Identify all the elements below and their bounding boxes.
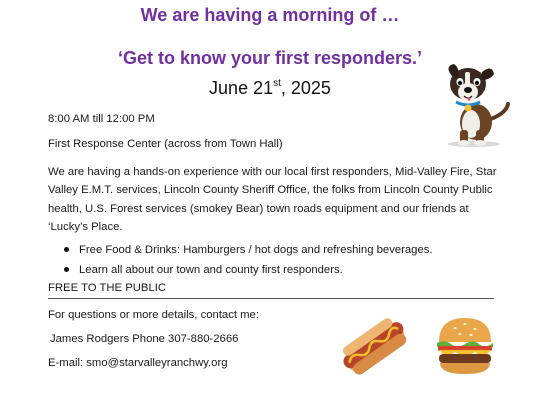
- bullet-list: [64, 240, 433, 280]
- free-notice: FREE TO THE PUBLIC: [48, 282, 167, 294]
- event-time: 8:00 AM till 12:00 PM: [48, 113, 155, 125]
- bullet-icon: [64, 267, 69, 272]
- event-location: First Response Center (across from Town Hall): [48, 138, 283, 150]
- hamburger-icon: [431, 312, 499, 380]
- date-ordinal: st: [273, 78, 281, 89]
- puppy-dog-icon: [438, 58, 510, 148]
- divider: [48, 298, 494, 299]
- bullet-icon: [64, 247, 69, 252]
- list-item: [64, 240, 433, 260]
- list-item: [64, 260, 433, 280]
- event-description: We are having a hands-on experience with our local first responders, Mid-Valley Fire, Star Valley E.M.T. services, Lincoln County Sheriff Office, the folks from Lincoln County Public health, U.S. Forest services (smokey Bear) town roads equipment and our friends at ‘Lucky’s Place.: [48, 166, 497, 234]
- date-day: June 21: [209, 78, 274, 98]
- contact-email: E-mail: smo@starvalleyranchwy.org: [48, 357, 228, 369]
- contact-name-phone: James Rodgers Phone 307-880-2666: [50, 333, 239, 345]
- contact-prompt: For questions or more details, contact me:: [48, 309, 259, 321]
- headline-line-2: ‘Get to know your first responders.’: [117, 48, 423, 68]
- bullet-text: Learn all about our town and county first responders.: [79, 264, 343, 276]
- bullet-text: Free Food & Drinks: Hamburgers / hot dogs and refreshing beverages.: [79, 244, 433, 256]
- date-year: , 2025: [280, 78, 331, 98]
- hot-dog-icon: [337, 310, 411, 382]
- headline-line-1: We are having a morning of …: [140, 5, 400, 25]
